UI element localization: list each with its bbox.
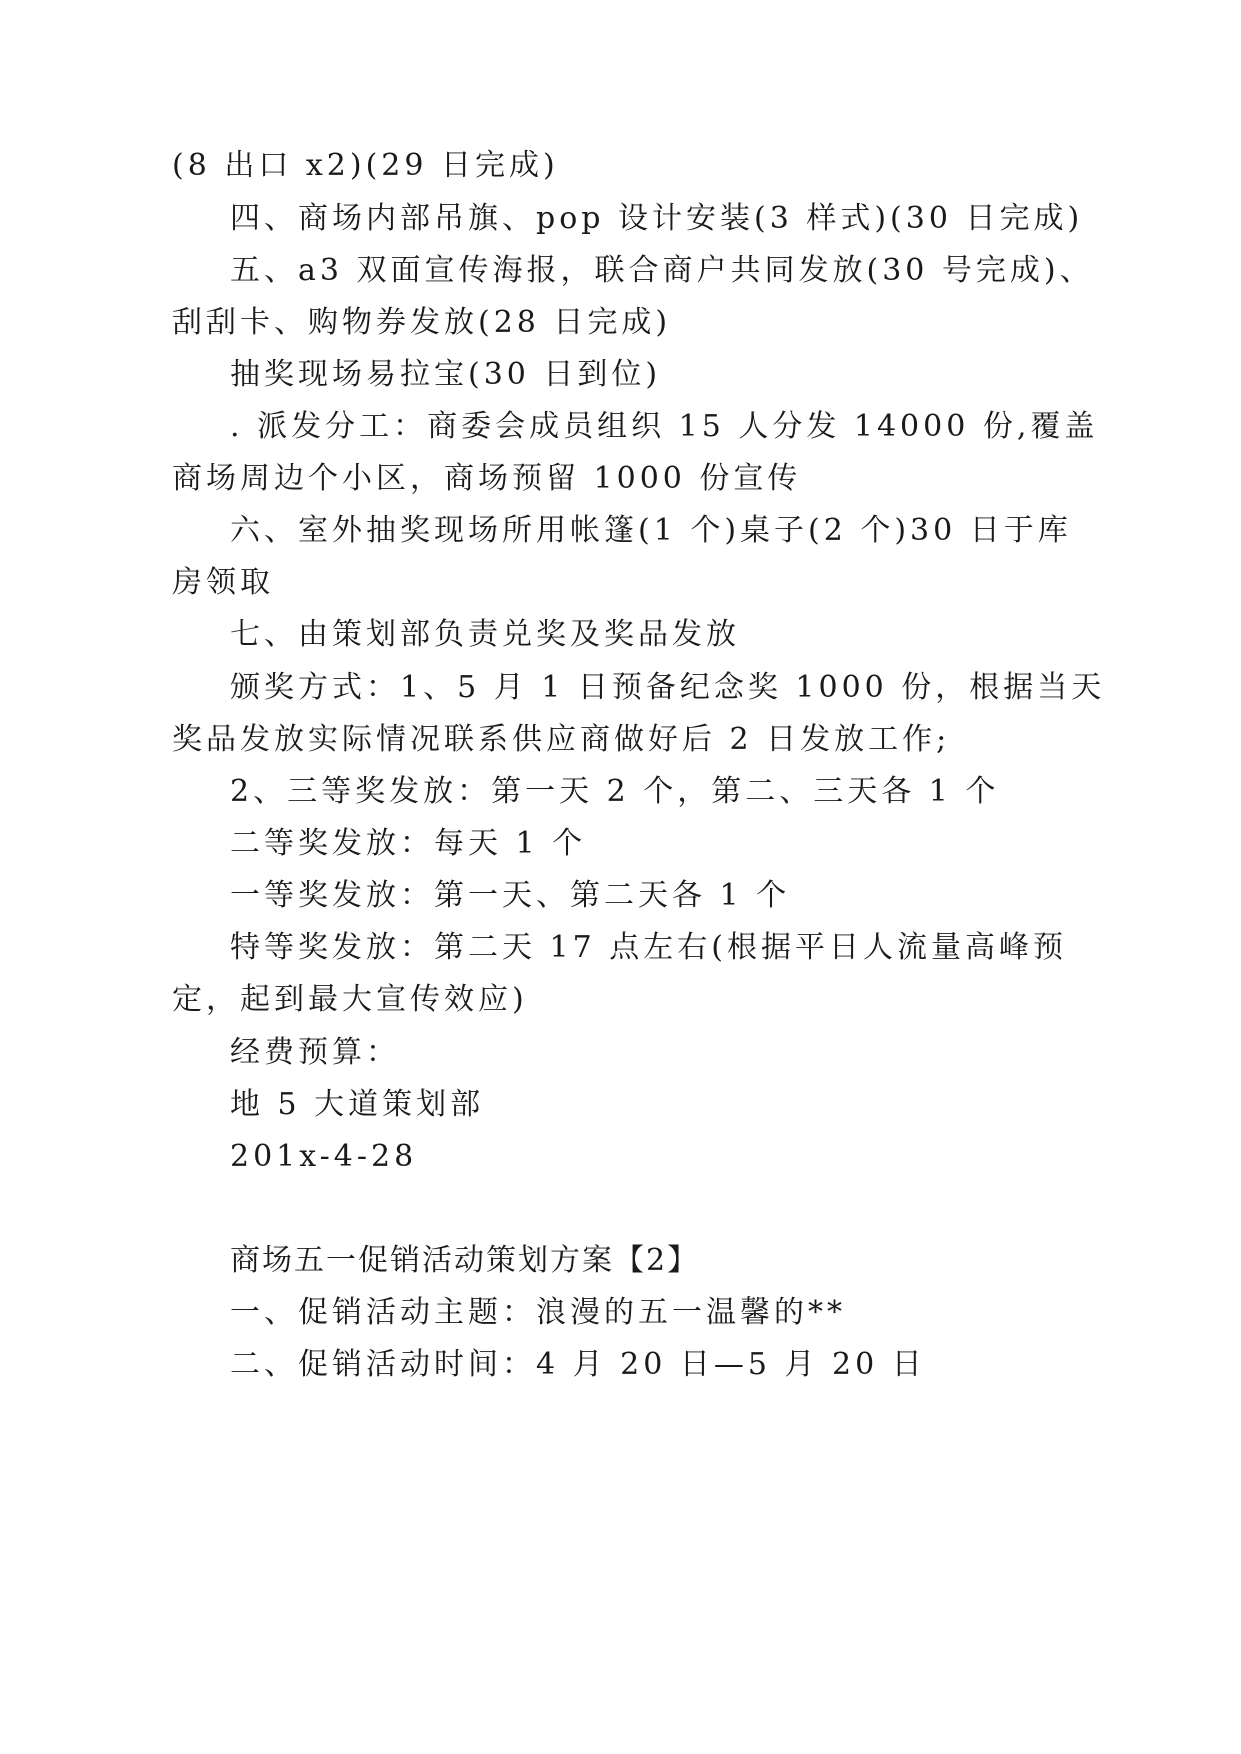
text-line: 奖品发放实际情况联系供应商做好后 2 日发放工作; <box>172 722 951 757</box>
section-heading: 商场五一促销活动策划方案【2】 <box>230 1243 700 1278</box>
text-line: 二、促销活动时间：4 月 20 日—5 月 20 日 <box>230 1347 926 1382</box>
text-line: 经费预算： <box>230 1035 400 1070</box>
text-line: (8 出口 x2)(29 日完成) <box>172 148 559 183</box>
text-line: 颁奖方式：1、5 月 1 日预备纪念奖 1000 份，根据当天 <box>230 670 1106 705</box>
text-line: 五、a3 双面宣传海报，联合商户共同发放(30 号完成)、 <box>230 253 1094 288</box>
text-line: 房领取 <box>172 565 274 600</box>
text-line: 定，起到最大宣传效应) <box>172 982 528 1017</box>
text-line: 2、三等奖发放：第一天 2 个，第二、三天各 1 个 <box>230 774 1000 809</box>
text-line: 商场周边个小区，商场预留 1000 份宣传 <box>172 461 802 496</box>
text-line: . 派发分工：商委会成员组织 15 人分发 14000 份,覆盖 <box>230 409 1099 444</box>
text-line: 七、由策划部负责兑奖及奖品发放 <box>230 617 740 652</box>
text-line: 四、商场内部吊旗、pop 设计安装(3 样式)(30 日完成) <box>230 201 1084 236</box>
text-line: 六、室外抽奖现场所用帐篷(1 个)桌子(2 个)30 日于库 <box>230 513 1072 548</box>
text-line: 201x-4-28 <box>230 1139 418 1174</box>
text-line: 刮刮卡、购物券发放(28 日完成) <box>172 305 672 340</box>
text-line: 抽奖现场易拉宝(30 日到位) <box>230 357 662 392</box>
text-line: 地 5 大道策划部 <box>230 1087 485 1122</box>
text-line: 特等奖发放：第二天 17 点左右(根据平日人流量高峰预 <box>230 930 1067 965</box>
text-line: 一、促销活动主题：浪漫的五一温馨的** <box>230 1295 846 1330</box>
text-line: 二等奖发放：每天 1 个 <box>230 826 587 861</box>
text-line: 一等奖发放：第一天、第二天各 1 个 <box>230 878 791 913</box>
